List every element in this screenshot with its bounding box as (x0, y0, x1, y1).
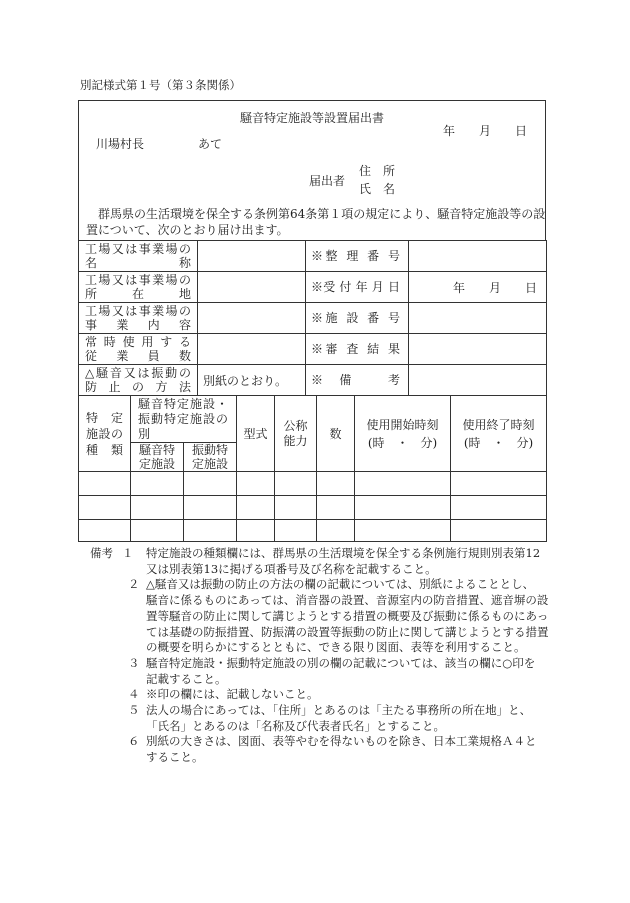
header-line: 騒音特定施設・ (138, 396, 230, 411)
label-line: 防 止 の 方 法 (85, 380, 191, 394)
table-row (79, 334, 547, 365)
review-result-field (409, 334, 547, 365)
registration-number-field (409, 241, 547, 272)
remark-line: ては基礎の防振措置、防振溝の設置等振動の防止に関して講じようとする措置 (146, 624, 549, 639)
remark-line: 法人の場合にあっては、「住所」とあるのは「主たる事務所の所在地」と、 (146, 703, 532, 718)
remark-number: １ (122, 546, 134, 560)
intro-line: 置について、次のとおり届け出ます。 (86, 223, 289, 237)
business-content-label (79, 303, 198, 334)
header-line: 施設の (86, 426, 123, 441)
label-line: ※整 理 番 号 (311, 249, 400, 263)
employee-count-field (198, 334, 306, 365)
end-time-header (451, 396, 547, 472)
prevention-method-label (79, 365, 198, 396)
header-line: 振動特 (192, 443, 229, 457)
facility-type-cell (79, 520, 131, 542)
factory-name-label (79, 241, 198, 272)
notifier-label: 届出者 (309, 174, 346, 188)
label-line: 名 称 (85, 256, 191, 270)
model-cell (237, 472, 275, 496)
remark-line: 特定施設の種類欄には、群馬県の生活環境を保全する条例施行規則別表第12 (146, 546, 541, 560)
remark-item (0, 734, 630, 765)
remarks-section (0, 546, 630, 766)
employee-count-label (79, 334, 198, 365)
notifier-name-label: 氏 名 (359, 182, 396, 196)
addressee: 川場村長 (96, 137, 145, 151)
table-row (79, 520, 547, 542)
remark-item (0, 687, 630, 703)
label-line: ※審 査 結 果 (311, 342, 400, 356)
factory-address-label (79, 272, 198, 303)
remarks-heading: 備考 (90, 546, 113, 560)
header-line: 公称 (283, 418, 308, 433)
factory-address-field (198, 272, 306, 303)
remark-line: △騒音又は振動の防止の方法の欄の記載については、別紙によることとし、 (146, 577, 535, 592)
rated-capacity-cell (275, 496, 317, 520)
header-line: 種 類 (86, 442, 123, 457)
count-header: 数 (317, 396, 355, 472)
intro-line: 群馬県の生活環境を保全する条例第64条第１項の規定により、騒音特定施設等の設 (98, 207, 546, 221)
header-line: (時 ・ 分) (463, 435, 534, 450)
business-content-field (198, 303, 306, 334)
remark-number: ４ (128, 687, 140, 702)
table-row (79, 472, 547, 496)
notifier-address-label: 住 所 (359, 164, 396, 178)
facility-info-table (78, 240, 547, 396)
remark-line: すること。 (146, 750, 204, 765)
remark-item (0, 703, 630, 734)
receipt-date-label (306, 272, 409, 303)
remark-line: 騒音に係るものにあっては、消音器の設置、音源室内の防音措置、遮音塀の設 (146, 593, 549, 608)
remark-item (0, 577, 630, 656)
vibration-facility-header (184, 443, 237, 472)
noise-facility-cell (131, 496, 184, 520)
start-time-cell (355, 472, 451, 496)
header-line: 定施設 (138, 457, 175, 471)
start-time-cell (355, 496, 451, 520)
specified-facility-table (78, 396, 547, 542)
remark-line: 又は別表第13に掲げる項番号及び名称を記載すること。 (146, 561, 437, 576)
review-result-label (306, 334, 409, 365)
count-cell (317, 520, 355, 542)
remark-line: 騒音特定施設・振動特定施設の別の欄の記載については、該当の欄に○印を (146, 655, 536, 670)
table-row (79, 272, 547, 303)
remark-item (0, 656, 630, 687)
noise-facility-header (131, 443, 184, 472)
table-row (79, 496, 547, 520)
table-row (79, 303, 547, 334)
remark-line: ※印の欄には、記載しないこと。 (146, 687, 319, 702)
rated-capacity-header (275, 396, 317, 472)
label-line: ※備 考 (311, 373, 400, 387)
label-line: ※施 設 番 号 (311, 311, 400, 325)
remark-number: ６ (128, 734, 140, 749)
header-line: (時 ・ 分) (367, 435, 438, 450)
header-line: 使用開始時刻 (366, 417, 439, 432)
label-line: ※受 付 年 月 日 (311, 280, 400, 294)
remark-number: ３ (128, 655, 140, 670)
factory-name-field (198, 241, 306, 272)
header-line: 別 (138, 426, 152, 441)
prevention-method-value: 別紙のとおり。 (198, 365, 306, 396)
form-title: 騒音特定施設等設置届出書 (239, 111, 384, 125)
rated-capacity-cell (275, 520, 317, 542)
label-line: 事 業 内 容 (85, 318, 191, 332)
vibration-facility-cell (184, 520, 237, 542)
remark-item (0, 546, 630, 577)
count-cell (317, 472, 355, 496)
end-time-cell (451, 496, 547, 520)
header-line: 振動特定施設の (138, 411, 230, 426)
remark-number: ２ (128, 577, 140, 592)
receipt-date-field: 年 月 日 (409, 272, 547, 303)
label-line: 所 在 地 (85, 287, 191, 301)
notification-form (78, 100, 546, 542)
vibration-facility-cell (184, 496, 237, 520)
table-row (79, 241, 547, 272)
facility-type-header (79, 396, 131, 472)
table-row (79, 365, 547, 396)
facility-type-cell (79, 496, 131, 520)
end-time-cell (451, 472, 547, 496)
facility-number-field (409, 303, 547, 334)
label-line: 常時使用する (85, 335, 191, 349)
vibration-facility-cell (184, 472, 237, 496)
remark-line: 置等騒音の防止に関して講じようとする措置の概要及び振動に係るものにあっ (146, 608, 549, 623)
header-line: 定施設 (192, 457, 229, 471)
facility-type-cell (79, 472, 131, 496)
noise-facility-cell (131, 520, 184, 542)
model-cell (237, 496, 275, 520)
rated-capacity-cell (275, 472, 317, 496)
table-header-row (79, 396, 547, 443)
form-header (78, 100, 546, 240)
remark-line: 別紙の大きさは、図面、表等やむを得ないものを除き、日本工業規格Ａ４と (146, 734, 537, 749)
remark-line: 記載すること。 (146, 671, 227, 686)
remark-line: の概要を明らかにするとともに、できる限り図面、表等を利用すること。 (146, 640, 526, 655)
label-line: 工場又は事業場の (85, 304, 191, 318)
remarks-field (409, 365, 547, 396)
label-line: 工場又は事業場の (85, 242, 191, 256)
label-line: △騒音又は振動の (85, 366, 191, 380)
addressee-suffix: あて (198, 137, 223, 151)
start-time-cell (355, 520, 451, 542)
submission-date: 年 月 日 (443, 124, 528, 138)
remark-line: 「氏名」とあるのは「名称及び代表者氏名」とすること。 (146, 718, 445, 733)
count-cell (317, 496, 355, 520)
facility-number-label (306, 303, 409, 334)
label-line: 従 業 員 数 (85, 349, 191, 363)
form-number: 別記様式第１号（第３条関係） (80, 78, 241, 92)
model-header: 型式 (237, 396, 275, 472)
header-line: 特 定 (86, 410, 123, 425)
remark-number: ５ (128, 703, 140, 718)
start-time-header (355, 396, 451, 472)
remarks-label (306, 365, 409, 396)
end-time-cell (451, 520, 547, 542)
header-line: 使用終了時刻 (462, 417, 535, 432)
model-cell (237, 520, 275, 542)
facility-class-header (131, 396, 237, 443)
header-line: 能力 (283, 433, 308, 448)
header-line: 騒音特 (138, 443, 175, 457)
label-line: 工場又は事業場の (85, 273, 191, 287)
registration-number-label (306, 241, 409, 272)
noise-facility-cell (131, 472, 184, 496)
